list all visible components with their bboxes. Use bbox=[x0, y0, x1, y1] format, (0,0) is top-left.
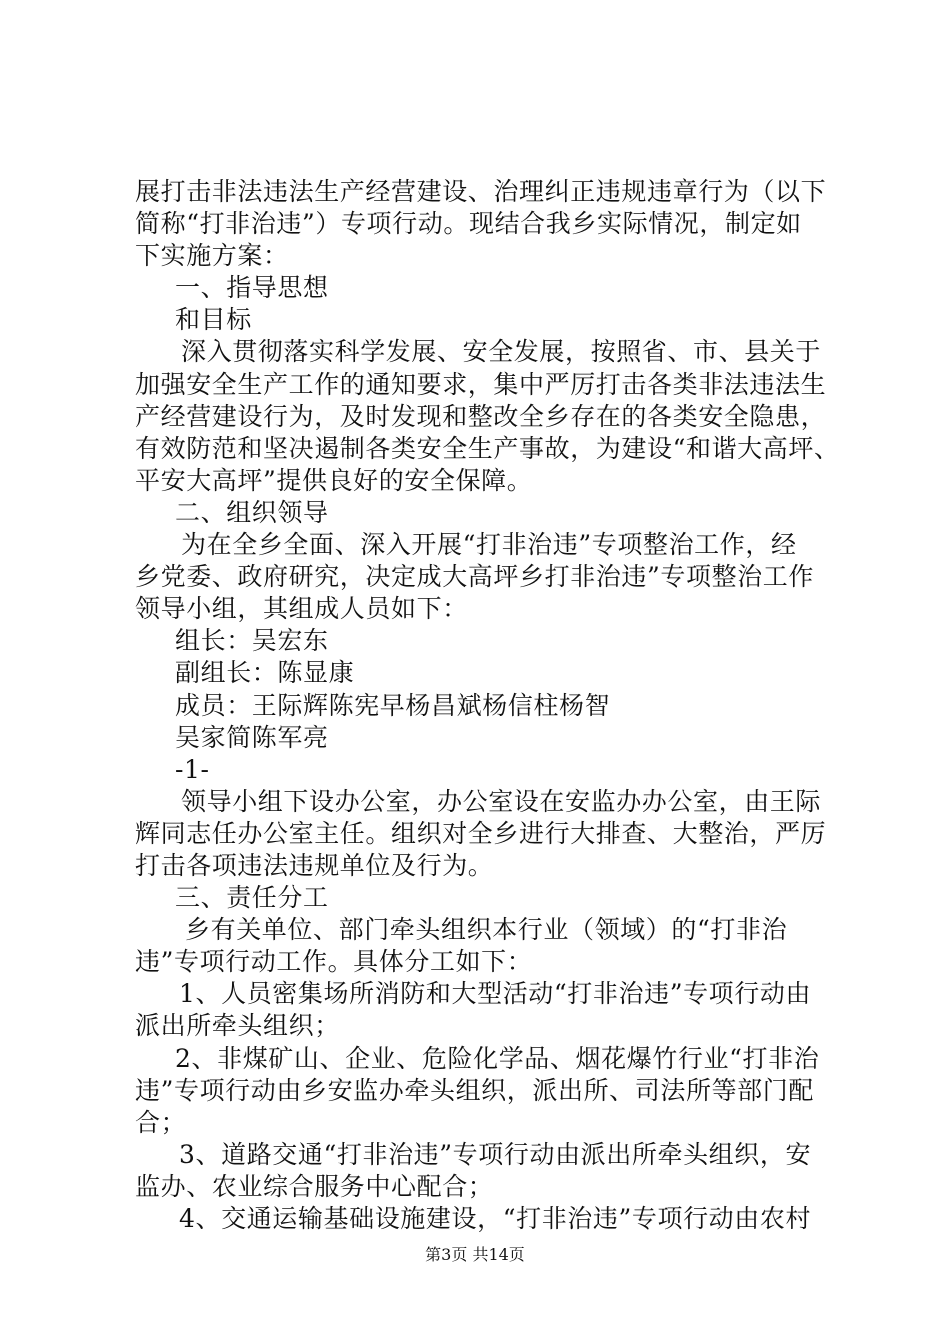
text-line: 辉同志任办公室主任。组织对全乡进行大排查、大整治，严厉 bbox=[135, 818, 827, 848]
text-line: 乡党委、政府研究，决定成大高坪乡打非治违”专项整治工作 bbox=[135, 562, 814, 592]
text-line: 4、交通运输基础设施建设，“打非治违”专项行动由农村 bbox=[179, 1204, 812, 1233]
text-line: 下实施方案： bbox=[135, 241, 289, 271]
text-line: 领导小组，其组成人员如下： bbox=[135, 594, 468, 624]
text-line: 监办、农业综合服务中心配合； bbox=[135, 1171, 494, 1201]
text-line: 有效防范和坚决遏制各类安全生产事故，为建设“和谐大高坪、 bbox=[135, 433, 840, 463]
text-line: 成员：王际辉陈宪早杨昌斌杨信柱杨智 bbox=[175, 690, 611, 720]
text-line: -1- bbox=[175, 754, 210, 784]
text-line: 1、人员密集场所消防和大型活动“打非治违”专项行动由 bbox=[179, 979, 812, 1009]
text-line: 组长：吴宏东 bbox=[175, 626, 329, 656]
text-line: 和目标 bbox=[175, 305, 252, 335]
text-line: 合； bbox=[135, 1107, 187, 1137]
text-line: 副组长：陈显康 bbox=[175, 658, 355, 688]
text-line: 2、非煤矿山、企业、危险化学品、烟花爆竹行业“打非治 bbox=[175, 1043, 820, 1073]
text-line: 违”专项行动工作。具体分工如下： bbox=[135, 947, 533, 977]
text-line: 领导小组下设办公室，办公室设在安监办办公室，由王际 bbox=[181, 786, 822, 816]
text-line: 展打击非法违法生产经营建设、治理纠正违规违章行为（以下 bbox=[135, 177, 827, 206]
text-line: 平安大高坪”提供良好的安全保障。 bbox=[135, 465, 533, 495]
body-text bbox=[135, 176, 840, 1235]
text-line: 深入贯彻落实科学发展、安全发展，按照省、市、县关于 bbox=[181, 337, 822, 367]
text-line: 一、指导思想 bbox=[175, 273, 329, 303]
text-line: 产经营建设行为，及时发现和整改全乡存在的各类安全隐患， bbox=[135, 401, 827, 431]
text-line: 派出所牵头组织； bbox=[135, 1011, 340, 1041]
text-line: 打击各项违法违规单位及行为。 bbox=[135, 850, 494, 880]
text-line: 二、组织领导 bbox=[175, 497, 329, 527]
text-line: 加强安全生产工作的通知要求，集中严厉打击各类非法违法生 bbox=[135, 369, 827, 399]
text-line: 为在全乡全面、深入开展“打非治违”专项整治工作，经 bbox=[181, 530, 797, 560]
page-footer: 第3页 共14页 bbox=[425, 1245, 525, 1264]
text-line: 违”专项行动由乡安监办牵头组织，派出所、司法所等部门配 bbox=[135, 1075, 814, 1105]
text-line: 3、道路交通“打非治违”专项行动由派出所牵头组织，安 bbox=[179, 1139, 812, 1169]
text-line: 三、责任分工 bbox=[175, 883, 329, 913]
text-line: 简称“打非治违”）专项行动。现结合我乡实际情况，制定如 bbox=[135, 209, 802, 239]
text-line: 乡有关单位、部门牵头组织本行业（领域）的“打非治 bbox=[185, 915, 788, 945]
text-line: 吴家简陈军亮 bbox=[175, 722, 329, 752]
